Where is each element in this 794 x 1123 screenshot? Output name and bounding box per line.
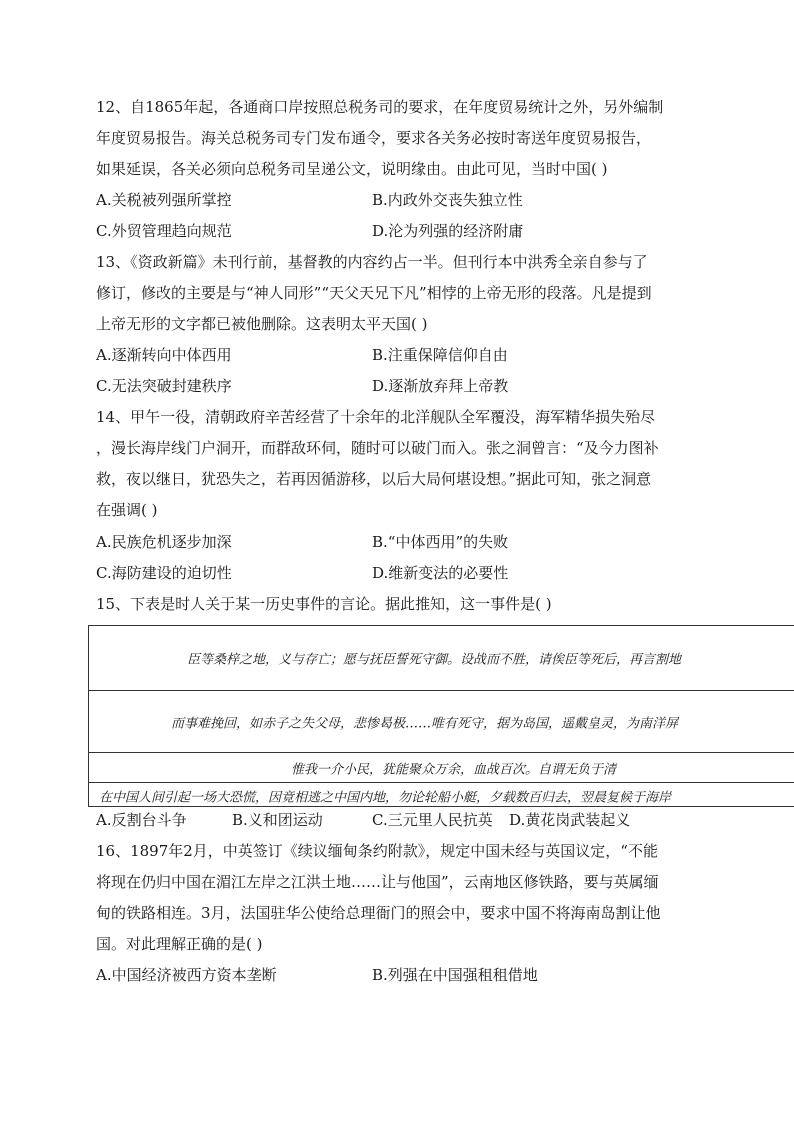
table-cell: 而事难挽回，如赤子之失父母，悲惨曷极……唯有死守，据为岛国，遥戴皇灵，为南洋屏 xyxy=(171,716,679,731)
q15-option-b: B.义和团运动 xyxy=(232,811,323,829)
table-cell: 在中国人间引起一场大恐慌，因竟相逃之中国内地，勿论轮船小艇，夕载数百归去，翌晨复候于海岸 xyxy=(99,790,672,805)
q13-option-a: A.逐渐转向中体西用 xyxy=(96,346,232,364)
table-row xyxy=(89,782,794,808)
table-cell: 臣等桑梓之地，义与存亡；愿与抚臣誓死守御。设战而不胜，请俟臣等死后，再言割地 xyxy=(187,652,682,668)
q15-option-c: C.三元里人民抗英 xyxy=(372,811,493,829)
q13-line-3: 上帝无形的文字都已被他删除。这表明太平天国( ) xyxy=(96,315,428,333)
q14-option-d: D.维新变法的必要性 xyxy=(372,564,509,582)
q14-line-2: ，漫长海岸线门户洞开，而群敌环伺，随时可以破门而入。张之洞曾言：“及今力图补 xyxy=(96,439,659,457)
q14-line-1: 14、甲午一役，清朝政府辛苦经营了十余年的北洋舰队全军覆没，海军精华损失殆尽 xyxy=(96,408,656,426)
q13-option-d: D.逐渐放弃拜上帝教 xyxy=(372,377,509,395)
q16-option-b: B.列强在中国强租租借地 xyxy=(372,966,538,984)
q16-line-3: 甸的铁路相连。3月，法国驻华公使给总理衙门的照会中，要求中国不将海南岛割让他 xyxy=(96,904,661,922)
q12-option-b: B.内政外交丧失独立性 xyxy=(372,191,523,209)
q16-option-a: A.中国经济被西方资本垄断 xyxy=(96,966,277,984)
q13-option-c: C.无法突破封建秩序 xyxy=(96,377,232,395)
q12-option-c: C.外贸管理趋向规范 xyxy=(96,222,232,240)
q15-line-1: 15、下表是时人关于某一历史事件的言论。据此推知，这一事件是( ) xyxy=(96,595,552,613)
q12-option-d: D.沦为列强的经济附庸 xyxy=(372,222,524,240)
q14-option-c: C.海防建设的迫切性 xyxy=(96,564,232,582)
table-cell: 惟我一介小民，犹能聚众万余，血战百次。自谓无负于清 xyxy=(291,762,617,777)
q15-option-a: A.反割台斗争 xyxy=(96,811,187,829)
q12-line-2: 年度贸易报告。海关总税务司专门发布通令，要求各关务必按时寄送年度贸易报告， xyxy=(96,129,652,147)
q13-option-b: B.注重保障信仰自由 xyxy=(372,346,508,364)
q12-option-a: A.关税被列强所掌控 xyxy=(96,191,232,209)
q16-line-2: 将现在仍归中国在湄江左岸之江洪土地……让与他国”，云南地区修铁路，要与英属缅 xyxy=(96,873,659,891)
q13-line-2: 修订，修改的主要是与“神人同形”“天父天兄下凡”相悖的上帝无形的段落。凡是提到 xyxy=(96,284,652,302)
table-row xyxy=(89,690,794,752)
q16-line-4: 国。对此理解正确的是( ) xyxy=(96,935,263,953)
q14-option-b: B.“中体西用”的失败 xyxy=(372,533,509,551)
q15-quote-table xyxy=(88,625,794,807)
q15-option-d: D.黄花岗武装起义 xyxy=(509,811,631,829)
q13-line-1: 13、《资政新篇》未刊行前，基督教的内容约占一半。但刊行本中洪秀全亲自参与了 xyxy=(96,253,648,271)
q16-line-1: 16、1897年2月，中英签订《续议缅甸条约附款》，规定中国未经与英国议定，“不能 xyxy=(96,842,658,860)
table-row xyxy=(89,752,794,782)
q12-line-3: 如果延误，各关必须向总税务司呈递公文，说明缘由。由此可见，当时中国( ) xyxy=(96,160,608,178)
q14-line-3: 救，夜以继日，犹恐失之，若再因循游移，以后大局何堪设想。”据此可知，张之洞意 xyxy=(96,470,652,488)
q14-line-4: 在强调( ) xyxy=(96,501,158,519)
q14-option-a: A.民族危机逐步加深 xyxy=(96,533,232,551)
table-row xyxy=(89,626,794,690)
q12-line-1: 12、自1865年起，各通商口岸按照总税务司的要求，在年度贸易统计之外，另外编制 xyxy=(96,98,664,116)
